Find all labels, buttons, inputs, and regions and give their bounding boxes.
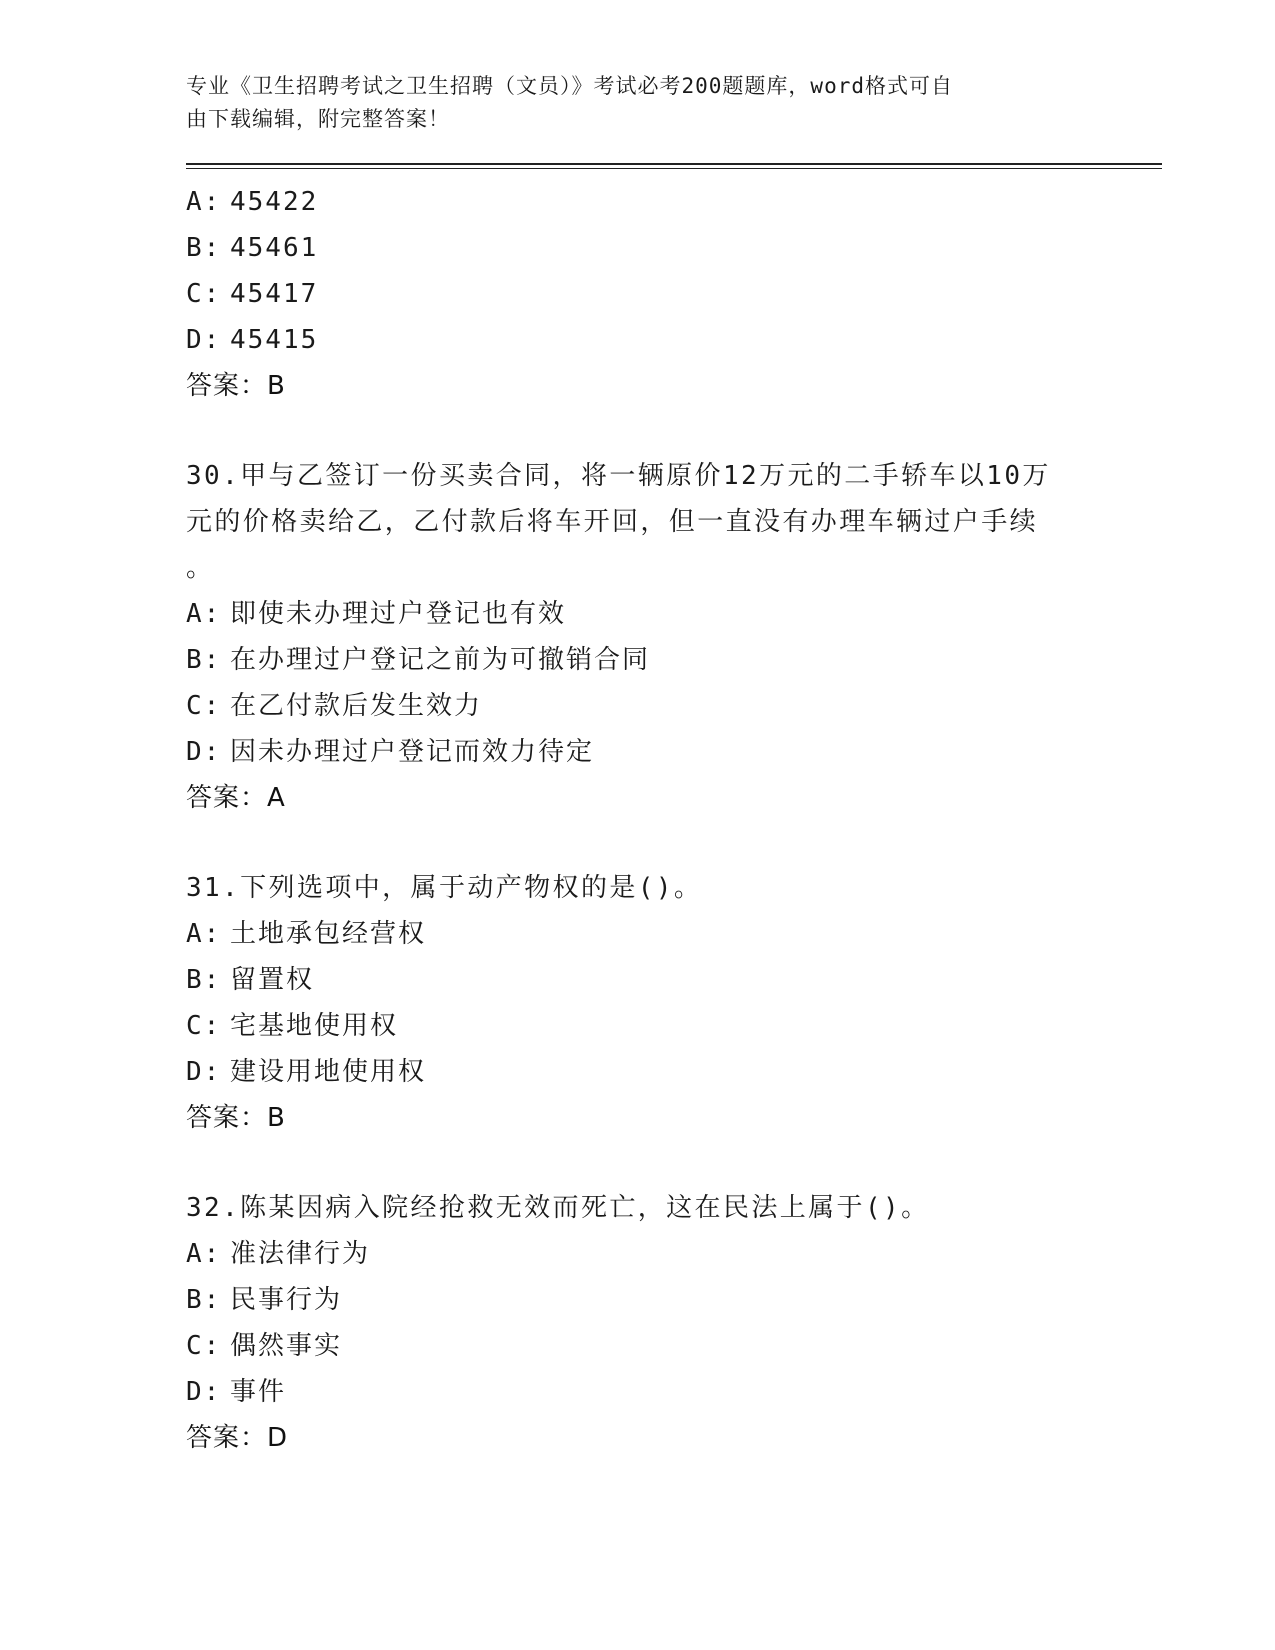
option-b: B: 留置权 [186,965,315,995]
option-c: C: 45417 [186,279,319,309]
option-a: A: 即使未办理过户登记也有效 [186,599,567,629]
question-32 [186,1185,1156,1461]
answer-line: 答案：D [186,1423,289,1453]
option-b: B: 45461 [186,233,319,263]
option-d: D: 事件 [186,1377,287,1407]
header-line-2: 由下载编辑，附完整答案！ [186,107,450,131]
option-c: C: 在乙付款后发生效力 [186,691,483,721]
answer-line: 答案：B [186,371,286,401]
question-text-line-1: 32.陈某因病入院经抢救无效而死亡，这在民法上属于()。 [186,1193,930,1223]
option-d: D: 45415 [186,325,319,355]
option-c: C: 偶然事实 [186,1331,343,1361]
header-divider [186,163,1162,169]
answer-line: 答案：B [186,1103,286,1133]
answer-line: 答案：A [186,783,286,813]
option-d: D: 建设用地使用权 [186,1057,427,1087]
option-b: B: 民事行为 [186,1285,343,1315]
question-31 [186,865,1156,1141]
option-a: A: 土地承包经营权 [186,919,427,949]
document-header [186,70,1066,136]
question-text-line-3: 。 [186,553,213,583]
question-29-tail [186,179,1156,409]
question-text-line-1: 30.甲与乙签订一份买卖合同，将一辆原价12万元的二手轿车以10万 [186,461,1051,491]
document-page [186,70,1156,1461]
header-line-1: 专业《卫生招聘考试之卫生招聘（文员）》考试必考200题题库，word格式可自 [186,74,953,98]
option-a: A: 准法律行为 [186,1239,371,1269]
option-d: D: 因未办理过户登记而效力待定 [186,737,595,767]
question-text-line-1: 31.下列选项中，属于动产物权的是()。 [186,873,703,903]
question-text-line-2: 元的价格卖给乙，乙付款后将车开回，但一直没有办理车辆过户手续 [186,507,1039,537]
question-30 [186,453,1156,821]
option-b: B: 在办理过户登记之前为可撤销合同 [186,645,651,675]
option-a: A: 45422 [186,187,319,217]
option-c: C: 宅基地使用权 [186,1011,399,1041]
